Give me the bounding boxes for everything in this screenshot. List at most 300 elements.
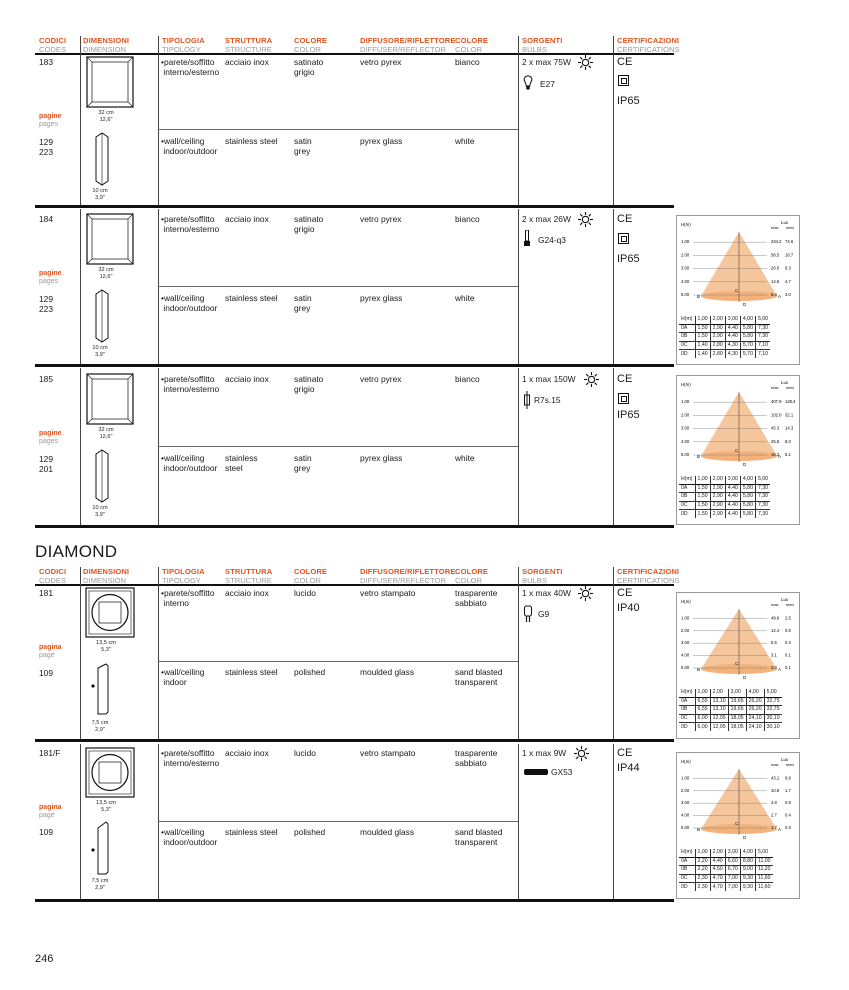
lux-med-value: 0.1 (785, 652, 791, 658)
table-cell: 2,90 (710, 484, 725, 493)
product-code: 181/F (39, 748, 61, 758)
table-cell: 5,80 (740, 493, 755, 502)
lux-max-value: 1.7 (771, 825, 777, 830)
dimension-side: 10 cm 3,9" (92, 345, 108, 358)
g9-bulb-icon (523, 605, 533, 623)
lux-med-value: 4.7 (785, 278, 791, 284)
lux-med-value: 0.3 (785, 640, 791, 646)
table-cell: 5,00 (764, 689, 781, 697)
table-cell: 2,90 (710, 493, 725, 502)
table-cell: 5,80 (740, 324, 755, 333)
lux-chart (676, 592, 800, 739)
table-cell: 1,50 (695, 510, 710, 518)
type-en: •wall/ceiling indoor/outdoor (161, 827, 218, 848)
table-cell: 5,80 (740, 484, 755, 493)
table-cell: 26,20 (746, 697, 764, 706)
lux-max-value: 16.3 (771, 452, 780, 457)
lux-med-value: 18.7 (785, 252, 794, 258)
table-cell: 0A (679, 697, 695, 706)
lux-med-value: 74.6 (785, 239, 794, 245)
table-cell: 7,30 (755, 324, 770, 333)
table-cell: 9,30 (740, 874, 755, 883)
diffuser-color-it: bianco (455, 57, 480, 67)
header-bulbs: BULBS (522, 576, 547, 585)
header-struttura: STRUTTURA (225, 36, 273, 45)
ip-rating: IP40 (617, 602, 640, 614)
table-cell: 18,05 (728, 723, 746, 731)
type-en: •wall/ceiling indoor (161, 667, 205, 688)
table-cell: 2,00 (710, 689, 728, 697)
page-number: 246 (35, 953, 54, 965)
header-certifications: CERTIFICATIONS (617, 576, 680, 585)
height-tick-label: 3.00 (681, 265, 690, 271)
lux-table (679, 689, 782, 731)
type-en: •wall/ceiling indoor/outdoor (161, 293, 218, 314)
diffuser-color-en: sand blasted transparent (455, 667, 503, 688)
header-sorgenti: SORGENTI (522, 567, 563, 576)
lux-med-value: 0.1 (785, 665, 791, 670)
lux-chart (676, 215, 800, 365)
lux-max-value: 4.8 (771, 800, 777, 806)
header-diffuser: DIFFUSER/REFLECTOR (360, 45, 446, 54)
color-it: lucido (294, 588, 316, 598)
diffuser-it: vetro pyrex (360, 374, 402, 384)
table-cell: H(m) (681, 476, 693, 483)
table-cell: 5,80 (740, 333, 755, 342)
dimension-side: 10 cm 3,9" (92, 505, 108, 518)
table-cell: H(m) (681, 849, 693, 856)
diffuser-en: pyrex glass (360, 136, 403, 146)
cone-point-label: B (697, 827, 700, 832)
table-row (679, 510, 770, 518)
table-cell: 2,90 (710, 501, 725, 510)
lux-max-value: 58.5 (771, 252, 780, 258)
table-cell: 5,00 (755, 476, 770, 484)
table-row (679, 849, 773, 857)
pages-label: pagine (39, 270, 62, 277)
axis-label-lux: Lux (781, 597, 789, 602)
header-dimensioni: DIMENSIONI (83, 36, 130, 45)
axis-label-max: max (771, 602, 779, 607)
table-cell: 0C (679, 341, 695, 350)
table-cell: 26,20 (746, 706, 764, 715)
lux-max-value: 45.3 (771, 425, 780, 431)
type-it: •parete/soffitto interno/esterno (161, 214, 220, 235)
table-cell: 30,10 (764, 714, 781, 723)
table-row (679, 866, 773, 875)
table-cell: 7,00 (725, 883, 740, 891)
table-cell: H(m) (681, 316, 693, 323)
table-cell: 5,00 (755, 316, 770, 324)
height-tick-label: 3.00 (681, 425, 690, 431)
structure-en: stainless steel (225, 667, 278, 677)
height-tick-label: 4.00 (681, 652, 690, 658)
axis-label-med: med (786, 225, 794, 230)
cone-point-label: D (743, 835, 747, 840)
table-cell: 9,00 (740, 866, 755, 875)
table-cell: 0D (679, 883, 695, 891)
table-cell: 4,40 (725, 324, 740, 333)
header-dimension: DIMENSION (83, 45, 127, 54)
table-cell: 4,70 (710, 874, 725, 883)
diffuser-color-en: white (455, 293, 475, 303)
height-tick-label: 4.00 (681, 812, 690, 818)
header-diffuser: DIFFUSER/REFLECTOR (360, 576, 446, 585)
class-ii-icon (618, 393, 629, 404)
product-drawing (82, 586, 154, 736)
table-cell: 7,30 (755, 510, 770, 518)
header-certifications: CERTIFICATIONS (617, 45, 680, 54)
structure-it: acciaio inox (225, 748, 269, 758)
pages-label-en: pages (39, 278, 59, 285)
axis-label-med: med (786, 762, 794, 767)
page-ref: 129 (39, 137, 53, 147)
cone-point-label: C (735, 448, 739, 453)
table-cell: 6,70 (725, 866, 740, 875)
header-structure: STRUCTURE (225, 576, 272, 585)
table-cell: 12,05 (710, 714, 728, 723)
table-cell: 0D (679, 510, 695, 518)
light-cone-diagram (677, 753, 799, 845)
incandescent-bulb-icon (523, 75, 533, 91)
lux-max-value: 2.0 (771, 665, 777, 670)
axis-label-med: med (786, 602, 794, 607)
lux-med-value: 14.3 (785, 425, 794, 431)
page-ref: 223 (39, 147, 53, 157)
lux-max-value: 14.6 (771, 278, 780, 284)
lux-max-value: 234.2 (771, 239, 782, 245)
table-cell: 24,10 (746, 723, 764, 731)
height-tick-label: 2.00 (681, 252, 690, 258)
header-colore: COLORE (294, 567, 328, 576)
halogen-sun-icon (584, 372, 599, 387)
height-tick-label: 1.00 (681, 775, 690, 781)
table-cell: 13,10 (710, 706, 728, 715)
type-it: •parete/soffitto interno/esterno (161, 748, 220, 769)
lux-med-value: 8.3 (785, 265, 791, 271)
pages-label-en: page (39, 652, 55, 659)
table-row (679, 857, 773, 866)
table-cell: 4,00 (740, 476, 755, 484)
page-ref: 201 (39, 464, 53, 474)
dimension-front: 32 cm 12,6" (98, 110, 114, 123)
table-cell: 4,40 (725, 501, 740, 510)
header-certificazioni: CERTIFICAZIONI (617, 36, 680, 45)
table-cell: 0A (679, 324, 695, 333)
dimension-side: 7,5 cm 2,9" (91, 878, 109, 891)
lux-med-value: 0.3 (785, 825, 791, 830)
bulb-socket: E27 (540, 79, 555, 89)
height-tick-label: 1.00 (681, 615, 690, 621)
header-color-2: COLOR (455, 576, 483, 585)
lux-max-value: 2.7 (771, 812, 777, 818)
axis-label-h: H(m) (681, 599, 691, 604)
color-en: satin grey (294, 453, 312, 474)
table-cell: 4,40 (710, 857, 725, 866)
ip-rating: IP44 (617, 762, 640, 774)
height-tick-label: 2.00 (681, 787, 690, 793)
axis-label-med: med (786, 385, 794, 390)
product-drawing (82, 746, 154, 896)
lux-med-value: 0.8 (785, 800, 791, 806)
axis-label-max: max (771, 762, 779, 767)
product-code: 184 (39, 214, 53, 224)
structure-it: acciaio inox (225, 57, 269, 67)
cone-point-label: D (743, 302, 747, 307)
lux-max-value: 5.5 (771, 640, 777, 646)
table-cell: 5,80 (740, 510, 755, 518)
table-cell: 6,00 (695, 723, 710, 731)
cone-point-label: A (778, 667, 781, 672)
dimension-front: 32 cm 12,6" (98, 267, 114, 280)
table-cell: H(m) (681, 689, 693, 696)
table-cell: 19,65 (728, 697, 746, 706)
table-cell: 7,10 (755, 350, 770, 358)
cone-point-label: B (697, 667, 700, 672)
table-cell: 4,00 (740, 849, 755, 857)
table-cell: 0B (679, 493, 695, 502)
table-cell: 32,75 (764, 706, 781, 715)
header-tipology: TIPOLOGY (162, 45, 201, 54)
halogen-sun-icon (578, 212, 593, 227)
table-cell: 12,05 (710, 723, 728, 731)
table-cell: 0D (679, 723, 695, 731)
height-tick-label: 4.00 (681, 438, 690, 444)
color-en: polished (294, 827, 326, 837)
height-tick-label: 5.00 (681, 292, 690, 297)
diffuser-it: vetro stampato (360, 748, 416, 758)
axis-label-h: H(m) (681, 382, 691, 387)
table-cell: 7,30 (755, 484, 770, 493)
table-cell: 7,00 (725, 874, 740, 883)
table-cell: 1,00 (695, 849, 710, 857)
table-cell: 1,50 (695, 493, 710, 502)
product-row-185 (0, 368, 849, 528)
header-tipologia: TIPOLOGIA (162, 567, 205, 576)
ce-mark: CE (617, 587, 633, 599)
page-ref: 129 (39, 454, 53, 464)
color-it: satinato grigio (294, 214, 324, 235)
table-cell: 4,50 (710, 866, 725, 875)
lux-max-value: 49.6 (771, 615, 780, 621)
diffuser-en: moulded glass (360, 667, 415, 677)
product-drawing (82, 212, 154, 362)
lux-med-value: 6.8 (785, 775, 791, 781)
lux-max-value: 12.4 (771, 627, 780, 633)
header-colore-2: COLORE (455, 36, 489, 45)
header-bulbs: BULBS (522, 45, 547, 54)
bulb-socket: R7s.15 (534, 395, 561, 405)
class-ii-icon (618, 233, 629, 244)
table-cell: 5,00 (755, 849, 772, 857)
cone-point-label: D (743, 462, 747, 467)
table-cell: 7,30 (755, 333, 770, 342)
table-cell: 4,40 (725, 333, 740, 342)
table-cell: 3,00 (728, 689, 746, 697)
dimension-side: 10 cm 3,9" (92, 188, 108, 201)
structure-en: stainless steel (225, 293, 278, 303)
type-en: •wall/ceiling indoor/outdoor (161, 453, 218, 474)
product-row-183 (0, 53, 849, 207)
cone-point-label: D (743, 675, 747, 680)
table-cell: 13,10 (710, 697, 728, 706)
header-tipologia: TIPOLOGIA (162, 36, 205, 45)
table-cell: 0A (679, 857, 695, 866)
color-it: satinato grigio (294, 57, 324, 78)
table-cell: 4,40 (725, 484, 740, 493)
product-row-184 (0, 209, 849, 366)
gx53-bulb-icon (524, 767, 548, 777)
table-cell: 18,05 (728, 714, 746, 723)
product-row-181 (0, 584, 849, 742)
header-color-2: COLOR (455, 45, 483, 54)
lux-max-value: 9.4 (771, 292, 777, 297)
lux-med-value: 2.5 (785, 615, 791, 621)
header-codes: CODES (39, 576, 67, 585)
type-it: •parete/soffitto interno (161, 588, 215, 609)
axis-label-h: H(m) (681, 222, 691, 227)
height-tick-label: 5.00 (681, 825, 690, 830)
table-cell: 4,30 (725, 341, 740, 350)
lux-med-value: 128.4 (785, 399, 796, 405)
pages-label: pagina (39, 804, 62, 811)
lux-med-value: 3.0 (785, 292, 791, 297)
page-ref: 109 (39, 668, 53, 678)
lux-med-value: 5.1 (785, 452, 791, 457)
height-tick-label: 2.00 (681, 412, 690, 418)
cone-point-label: C (735, 821, 739, 826)
table-cell: 3,00 (725, 316, 740, 324)
table-cell: 1,40 (695, 341, 710, 350)
table-cell: 1,40 (695, 350, 710, 358)
table-row (679, 493, 770, 502)
structure-it: acciaio inox (225, 374, 269, 384)
table-cell: 0C (679, 874, 695, 883)
structure-en: stainless steel (225, 827, 278, 837)
header-color: COLOR (294, 45, 322, 54)
table-cell: 8,80 (740, 857, 755, 866)
bulb-socket: GX53 (551, 767, 573, 777)
dimension-front: 13,5 cm 5,3" (96, 640, 116, 653)
table-cell: 0C (679, 501, 695, 510)
header-dimension: DIMENSION (83, 576, 127, 585)
type-it: •parete/soffitto interno/esterno (161, 57, 220, 78)
header-structure: STRUCTURE (225, 45, 272, 54)
height-tick-label: 2.00 (681, 627, 690, 633)
table-row (679, 706, 782, 715)
diffuser-it: vetro pyrex (360, 214, 402, 224)
pages-label-en: pages (39, 438, 59, 445)
lux-med-value: 1.7 (785, 787, 791, 793)
table-row (679, 341, 770, 350)
table-cell: 1,00 (695, 689, 710, 697)
color-it: lucido (294, 748, 316, 758)
ip-rating: IP65 (617, 253, 640, 265)
halogen-sun-icon (574, 746, 589, 761)
table-cell: 4,30 (725, 350, 740, 358)
table-cell: 6,60 (725, 857, 740, 866)
table-row (679, 316, 770, 324)
table-row (679, 476, 770, 484)
ce-mark: CE (617, 373, 633, 385)
color-it: satinato grigio (294, 374, 324, 395)
table-cell: 6,00 (695, 714, 710, 723)
table-cell: 4,40 (725, 493, 740, 502)
pages-label-en: pages (39, 121, 59, 128)
table-cell: 2,30 (695, 883, 710, 891)
product-code: 183 (39, 57, 53, 67)
pages-label-en: page (39, 812, 55, 819)
header-tipology: TIPOLOGY (162, 576, 201, 585)
lux-med-value: 32.1 (785, 412, 794, 418)
diffuser-color-en: white (455, 136, 475, 146)
table-cell: 2,00 (710, 849, 725, 857)
axis-label-h: H(m) (681, 759, 691, 764)
product-drawing (82, 55, 154, 205)
table-row (679, 350, 770, 358)
light-cone-diagram (677, 593, 799, 685)
height-tick-label: 3.00 (681, 640, 690, 646)
dimension-front: 13,5 cm 5,3" (96, 800, 116, 813)
table-cell: 2,90 (710, 324, 725, 333)
dimension-side: 7,5 cm 2,9" (91, 720, 109, 733)
table-cell: 1,00 (695, 476, 710, 484)
table-cell: 19,65 (728, 706, 746, 715)
table-row (679, 484, 770, 493)
lux-max-value: 3.1 (771, 652, 777, 658)
header-sorgenti: SORGENTI (522, 36, 563, 45)
ip-rating: IP65 (617, 409, 640, 421)
table-cell: 0B (679, 706, 695, 715)
dimension-front: 32 cm 12,6" (98, 427, 114, 440)
table-cell: 1,50 (695, 501, 710, 510)
table-cell: 2,90 (710, 510, 725, 518)
header-color: COLOR (294, 576, 322, 585)
table-cell: 0B (679, 866, 695, 875)
table-row (679, 714, 782, 723)
halogen-sun-icon (578, 55, 593, 70)
bulb-socket: G24-q3 (538, 235, 566, 245)
ce-mark: CE (617, 56, 633, 68)
bulb-spec: 1 x max 150W (522, 374, 576, 384)
structure-en: stainless steel (225, 136, 278, 146)
table-cell: 1,00 (695, 316, 710, 324)
table-cell: 7,30 (755, 501, 770, 510)
cone-point-label: C (735, 661, 739, 666)
table-cell: 2,00 (710, 316, 725, 324)
table-cell: 2,00 (710, 476, 725, 484)
halogen-linear-bulb-icon (523, 391, 531, 409)
table-cell: 1,50 (695, 484, 710, 493)
product-code: 181 (39, 588, 53, 598)
structure-it: acciaio inox (225, 214, 269, 224)
table-cell: 6,55 (695, 706, 710, 715)
table-cell: 11,00 (755, 857, 772, 866)
header-colore-2: COLORE (455, 567, 489, 576)
table-cell: 9,30 (740, 883, 755, 891)
table-cell: 4,00 (740, 316, 755, 324)
lux-chart (676, 752, 800, 899)
lux-max-value: 102.0 (771, 412, 782, 418)
diffuser-it: vetro pyrex (360, 57, 402, 67)
header-codes: CODES (39, 45, 67, 54)
table-cell: 5,70 (740, 350, 755, 358)
type-it: •parete/soffitto interno/esterno (161, 374, 220, 395)
axis-label-lux: Lux (781, 220, 789, 225)
table-cell: 3,00 (725, 849, 740, 857)
table-cell: 11,20 (755, 866, 772, 875)
cone-point-label: B (697, 294, 700, 299)
